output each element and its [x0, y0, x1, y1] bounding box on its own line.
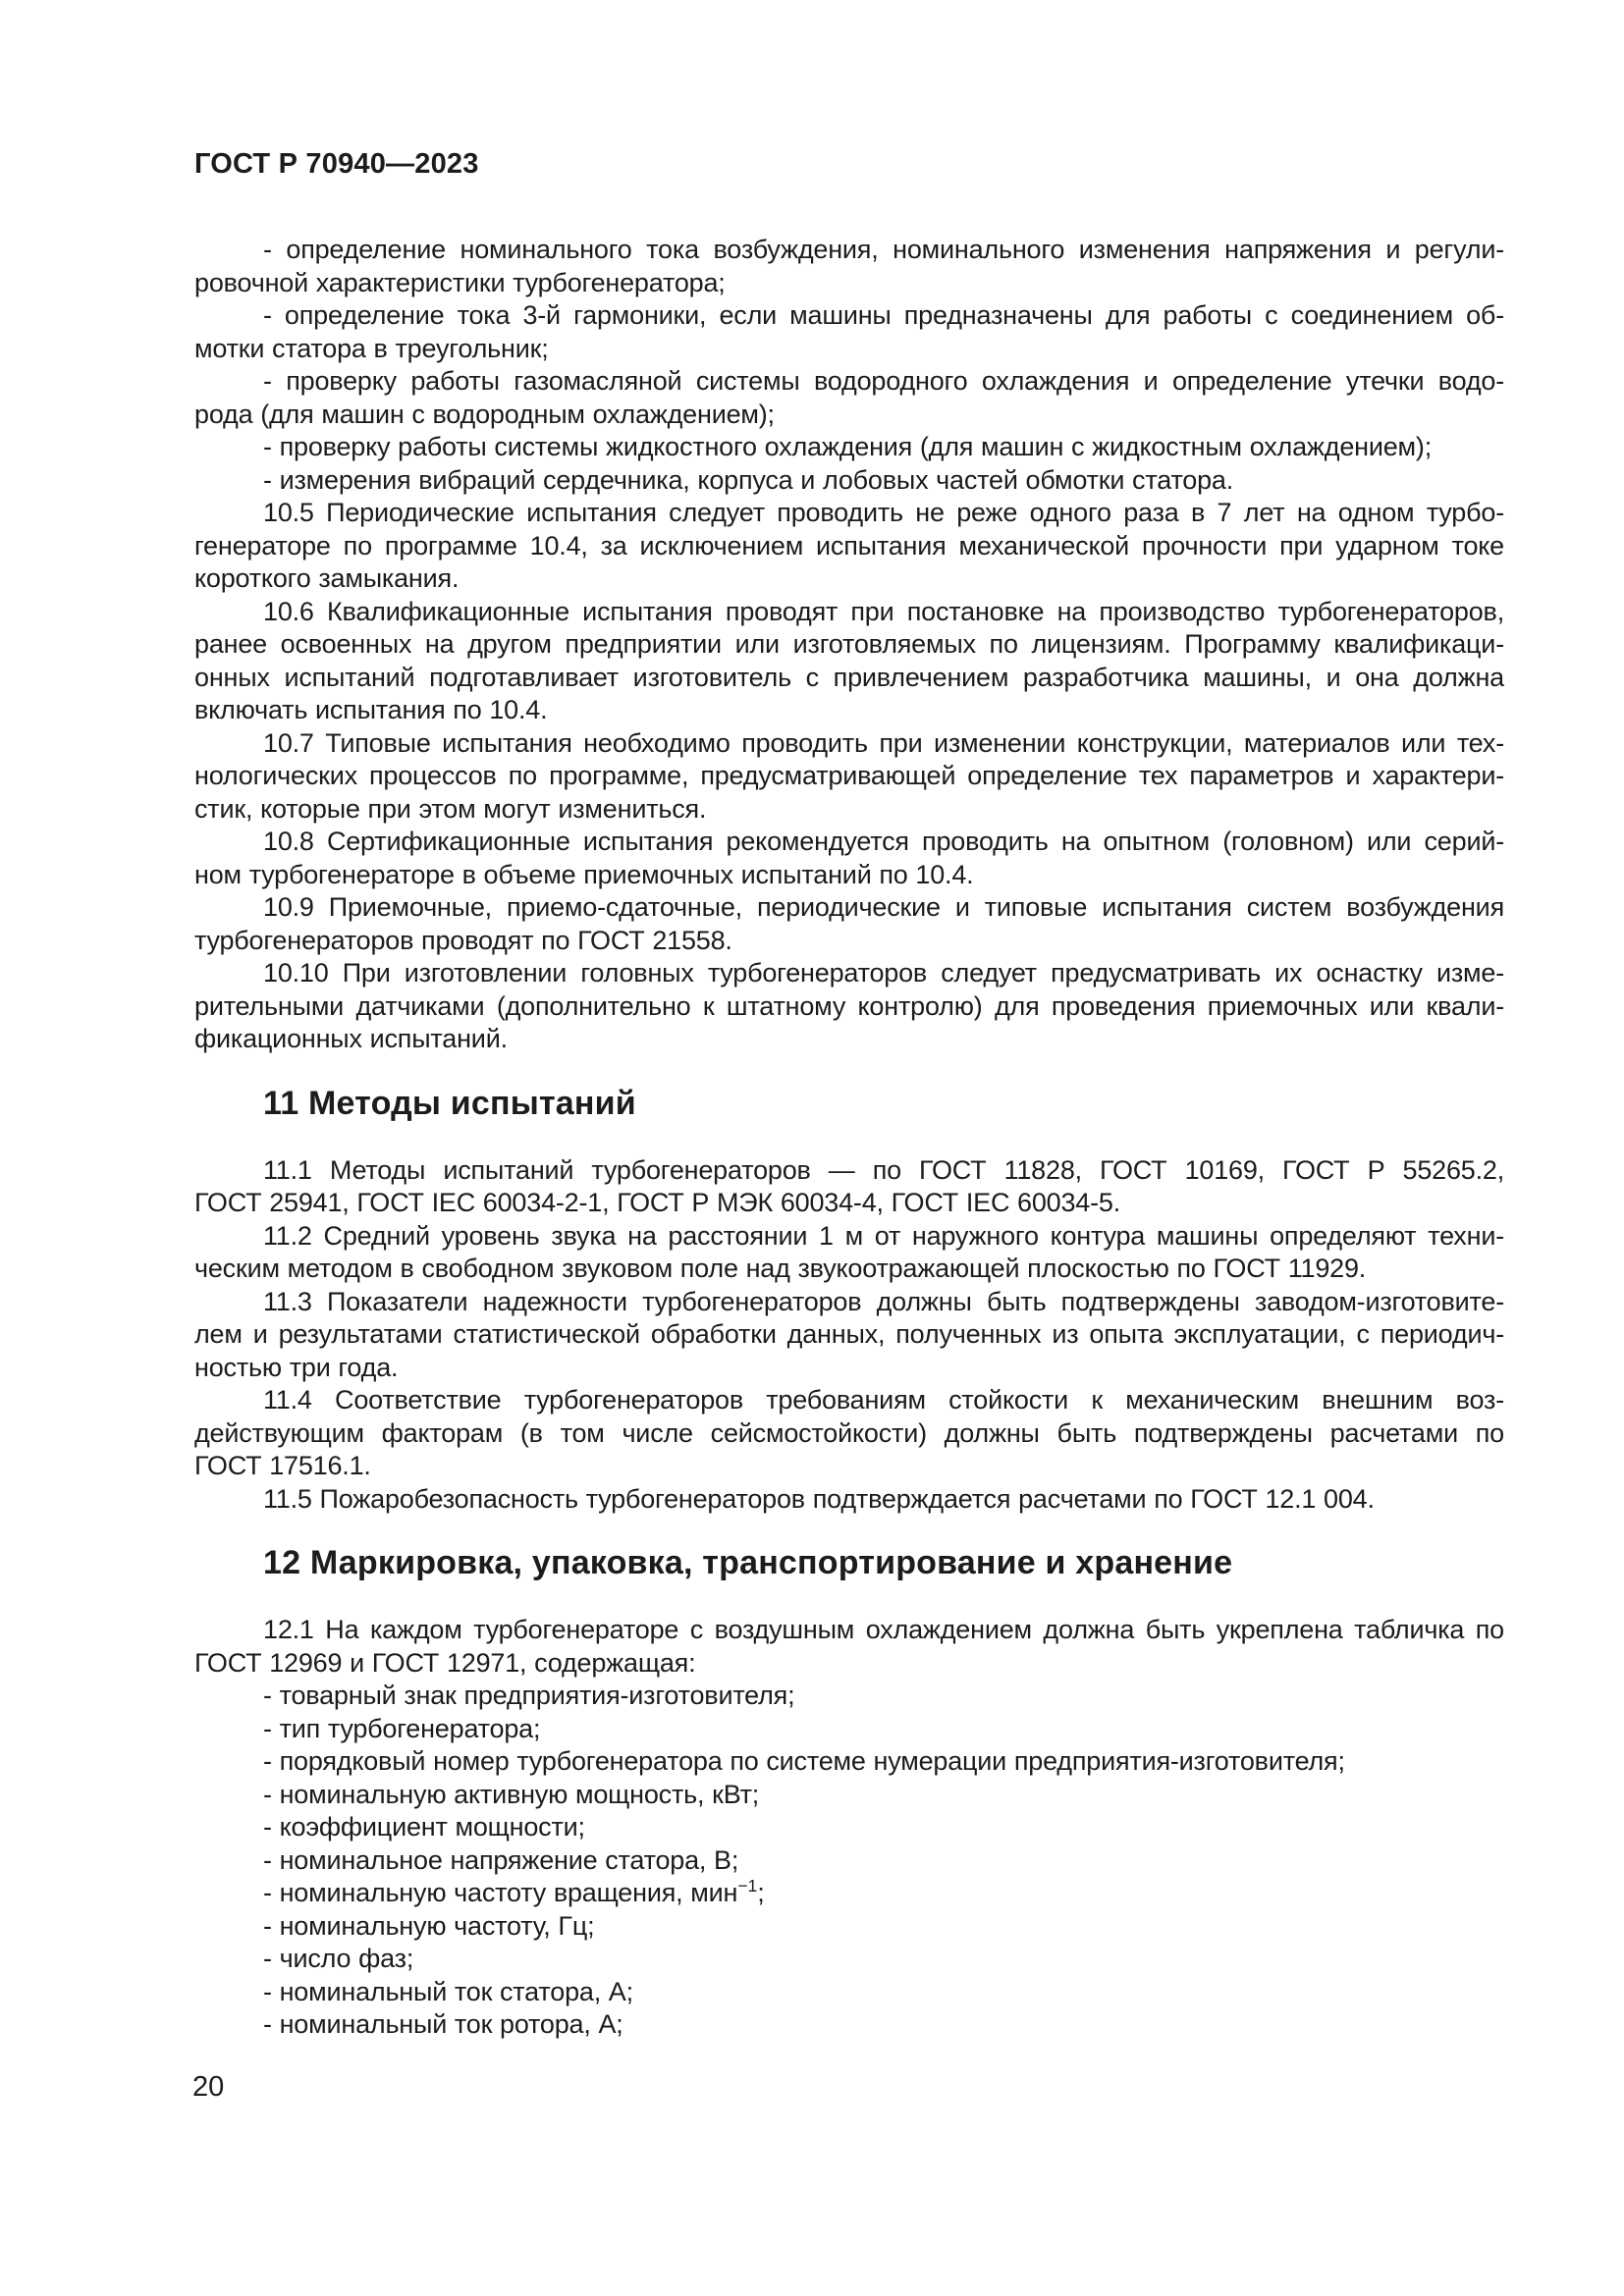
text-line: - номинальный ток ротора, А; [263, 2009, 623, 2039]
paragraph [194, 596, 1504, 727]
text-line: ном турбогенераторе в объеме приемочных испытаний по 10.4. [194, 859, 974, 889]
text-line: ГОСТ 12969 и ГОСТ 12971, содержащая: [194, 1647, 696, 1678]
text-line: стик, которые при этом могут измениться. [194, 793, 707, 824]
text-line: 11.5 Пожаробезопасность турбогенераторов подтверждается расчетами по ГОСТ 12.1 004. [263, 1483, 1375, 1514]
paragraph [194, 891, 1504, 957]
paragraph [194, 1220, 1504, 1286]
text-line: - тип турбогенератора; [263, 1713, 541, 1743]
paragraph [194, 727, 1504, 827]
text-line: - номинальный ток статора, А; [263, 1976, 633, 2006]
text-line: - номинальную частоту, Гц; [263, 1910, 595, 1941]
paragraph [194, 464, 1504, 498]
paragraph [194, 1844, 1504, 1878]
text-line: нологических процессов по программе, предусматривающей определение тех параметров и характери- [194, 761, 1504, 790]
text-line: - номинальное напряжение статора, В; [263, 1844, 739, 1875]
paragraph [194, 1877, 1504, 1910]
paragraph [194, 1943, 1504, 1976]
text-line: - проверку работы системы жидкостного охлаждения (для машин с жидкостным охлаждением); [263, 432, 1432, 461]
text-line: 11.2 Средний уровень звука на расстоянии 1 м от наружного контура машины определяют техни- [263, 1220, 1504, 1251]
text-line: 11.1 Методы испытаний турбогенераторов — по ГОСТ 11828, ГОСТ 10169, ГОСТ Р 55265.2, [263, 1154, 1504, 1185]
paragraph [194, 826, 1504, 891]
text-line: - число фаз; [263, 1944, 414, 1973]
text-line: ранее освоенных на другом предприятии или изготовляемых по лицензиям. Программу квалификаци- [194, 629, 1504, 659]
text-line: - определение тока 3-й гармоники, если машины предназначены для работы с соединением об- [263, 300, 1504, 330]
paragraph [194, 365, 1504, 431]
text-line: лем и результатами статистической обработки данных, полученных из опыта эксплуатации, с периодич- [194, 1319, 1504, 1349]
text-line: ГОСТ 17516.1. [194, 1451, 371, 1480]
document-body [194, 234, 1504, 2042]
paragraph [194, 1811, 1504, 1844]
text-line: - измерения вибраций сердечника, корпуса и лобовых частей обмотки статора. [263, 464, 1234, 495]
paragraph [194, 2008, 1504, 2042]
text-line: включать испытания по 10.4. [194, 695, 548, 724]
paragraph [194, 497, 1504, 596]
text-line: ГОСТ 25941, ГОСТ IEC 60034-2-1, ГОСТ Р МЭК 60034-4, ГОСТ IEC 60034-5. [194, 1188, 1121, 1217]
text-line: мотки статора в треугольник; [194, 333, 549, 363]
text-line: 10.9 Приемочные, приемо-сдаточные, периодические и типовые испытания систем возбуждения [263, 892, 1504, 922]
paragraph [194, 1286, 1504, 1385]
text-line: 11.4 Соответствие турбогенераторов требованиям стойкости к механическим внешним воз- [263, 1385, 1504, 1415]
text-line: 10.10 При изготовлении головных турбогенераторов следует предусматривать их оснастку изме- [263, 958, 1504, 988]
paragraph [194, 1614, 1504, 1680]
paragraph [194, 299, 1504, 365]
text-line: 11.3 Показатели надежности турбогенераторов должны быть подтверждены заводом-изготовите- [263, 1286, 1504, 1316]
text-line: - проверку работы газомасляной системы водородного охлаждения и определение утечки водо- [263, 366, 1504, 396]
page-number: 20 [192, 2071, 225, 2103]
paragraph [194, 1483, 1504, 1517]
text-line: - порядковый номер турбогенератора по системе нумерации предприятия-изготовителя; [263, 1746, 1345, 1776]
paragraph [194, 431, 1504, 464]
running-header: ГОСТ Р 70940—2023 [194, 148, 479, 180]
text-line: 12.1 На каждом турбогенераторе с воздушным охлаждением должна быть укреплена табличка по [263, 1615, 1504, 1644]
text-line: - товарный знак предприятия-изготовителя; [263, 1681, 795, 1710]
text-line: короткого замыкания. [194, 563, 460, 593]
text-line: фикационных испытаний. [194, 1024, 508, 1053]
text-line: ческим методом в свободном звуковом поле над звукоотражающей плоскостью по ГОСТ 11929. [194, 1254, 1367, 1283]
paragraph [194, 957, 1504, 1056]
text-line: 10.5 Периодические испытания следует проводить не реже одного раза в 7 лет на одном турбо- [263, 498, 1504, 527]
text-line: онных испытаний подготавливает изготовитель с привлечением разработчика машины, и она должна [194, 662, 1504, 692]
text-line: турбогенераторов проводят по ГОСТ 21558. [194, 925, 732, 955]
section-heading: 11 Методы испытаний [263, 1084, 636, 1122]
text-line: генераторе по программе 10.4, за исключением испытания механической прочности при ударном токе [194, 530, 1504, 561]
paragraph [194, 1745, 1504, 1779]
paragraph [194, 1976, 1504, 2009]
text-line: ровочной характеристики турбогенератора; [194, 267, 726, 297]
text-line: - номинальную активную мощность, кВт; [263, 1779, 760, 1809]
paragraph [194, 234, 1504, 299]
paragraph [194, 1713, 1504, 1746]
paragraph [194, 1680, 1504, 1713]
text-line: - номинальную частоту вращения, мин$^{-1}$; [263, 1877, 765, 1907]
text-line: ностью три года. [194, 1352, 399, 1382]
text-line: действующим факторам (в том числе сейсмостойкости) должны быть подтверждены расчетами по [194, 1417, 1504, 1448]
paragraph [194, 1910, 1504, 1944]
text-line: 10.8 Сертификационные испытания рекомендуется проводить на опытном (головном) или серий- [263, 827, 1504, 856]
text-line: 10.6 Квалификационные испытания проводят при постановке на производство турбогенераторов, [263, 596, 1504, 626]
text-line: 10.7 Типовые испытания необходимо проводить при изменении конструкции, материалов или тех- [263, 727, 1504, 758]
paragraph [194, 1779, 1504, 1812]
paragraph [194, 1154, 1504, 1220]
text-line: рительными датчиками (дополнительно к штатному контролю) для проведения приемочных или квали- [194, 990, 1504, 1021]
section-heading: 12 Маркировка, упаковка, транспортирование и хранение [263, 1544, 1233, 1581]
text-line: - коэффициент мощности; [263, 1812, 585, 1842]
text-line: рода (для машин с водородным охлаждением); [194, 399, 775, 429]
paragraph [194, 1384, 1504, 1483]
text-line: - определение номинального тока возбуждения, номинального изменения напряжения и регули- [263, 235, 1504, 264]
